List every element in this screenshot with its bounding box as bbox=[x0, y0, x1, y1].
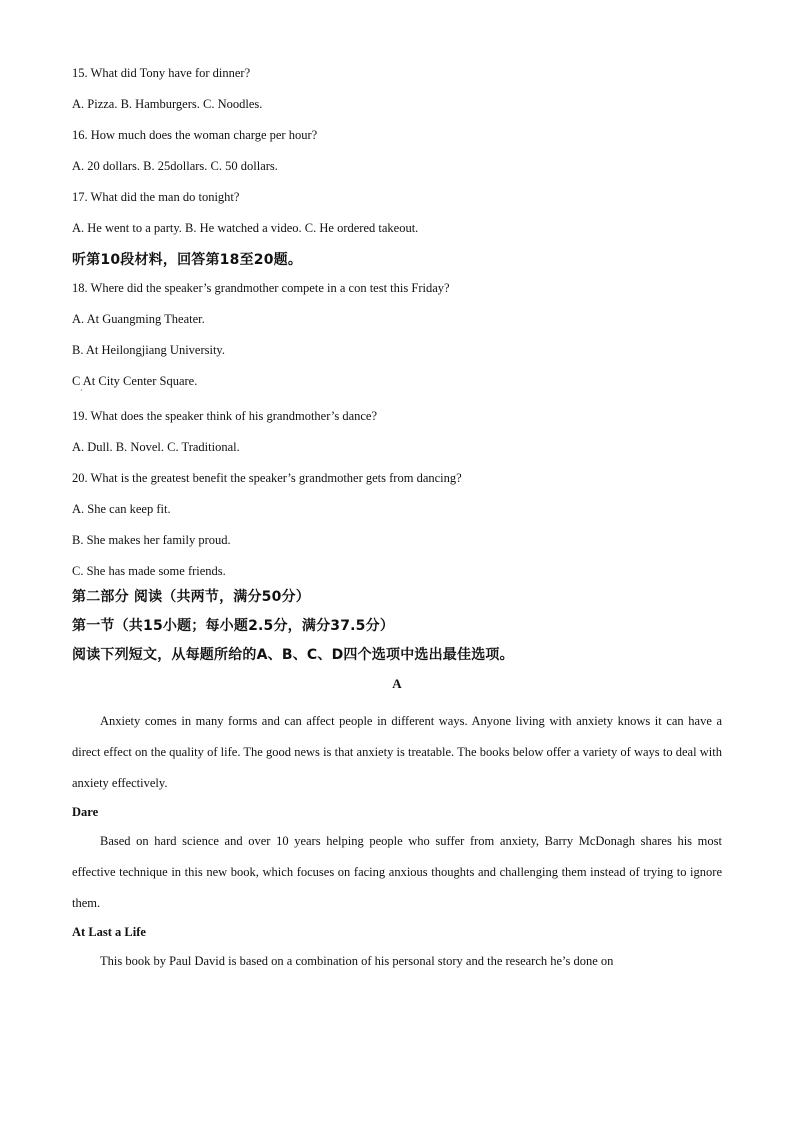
question-19: 19. What does the speaker think of his grandmother’s dance? bbox=[72, 409, 378, 423]
passage-paragraph-3: This book by Paul David is based on a combination of his personal story and the research he’s done on bbox=[100, 954, 614, 968]
question-18: 18. Where did the speaker’s grandmother compete in a con test this Friday? bbox=[72, 281, 450, 295]
passage-paragraph-2: Based on hard science and over 10 years helping people who suffer from anxiety, Barry McDonagh shares his most effective technique in this new book, which focuses on facing anxious thoughts and challenging them instead of trying to ignore them. bbox=[72, 834, 722, 910]
question-15-options: A. Pizza. B. Hamburgers. C. Noodles. bbox=[72, 97, 263, 111]
stray-dot: · bbox=[80, 386, 83, 395]
question-15: 15. What did Tony have for dinner? bbox=[72, 66, 251, 80]
section-10-heading: 听第10段材料，回答第18至20题。 bbox=[72, 252, 303, 268]
question-17-options: A. He went to a party. B. He watched a video. C. He ordered takeout. bbox=[72, 221, 419, 235]
question-17: 17. What did the man do tonight? bbox=[72, 190, 240, 204]
question-16: 16. How much does the woman charge per hour? bbox=[72, 128, 318, 142]
reading-instruction: 阅读下列短文，从每题所给的A、B、C、D四个选项中选出最佳选项。 bbox=[72, 647, 514, 663]
question-18-option-a: A. At Guangming Theater. bbox=[72, 312, 205, 326]
passage-label: A bbox=[392, 676, 402, 691]
section-1-heading: 第一节（共15小题；每小题2.5分，满分37.5分） bbox=[72, 618, 395, 634]
question-20-option-b: B. She makes her family proud. bbox=[72, 533, 231, 547]
question-20-option-a: A. She can keep fit. bbox=[72, 502, 171, 516]
part-2-heading: 第二部分 阅读（共两节，满分50分） bbox=[72, 589, 310, 605]
book-title-dare: Dare bbox=[72, 805, 99, 819]
question-20: 20. What is the greatest benefit the speaker’s grandmother gets from dancing? bbox=[72, 471, 462, 485]
document-page bbox=[72, 66, 722, 977]
question-18-option-c: C At City Center Square. bbox=[72, 374, 198, 388]
question-18-option-b: B. At Heilongjiang University. bbox=[72, 343, 225, 357]
question-16-options: A. 20 dollars. B. 25dollars. C. 50 dollars. bbox=[72, 159, 278, 173]
book-title-at-last-a-life: At Last a Life bbox=[72, 925, 146, 939]
passage-paragraph-1: Anxiety comes in many forms and can affect people in different ways. Anyone living with anxiety knows it can have a direct effect on the quality of life. The good news is that anxiety is treatable. The books below offer a variety of ways to deal with anxiety effectively. bbox=[72, 714, 722, 790]
question-20-option-c: C. She has made some friends. bbox=[72, 564, 226, 578]
question-19-options: A. Dull. B. Novel. C. Traditional. bbox=[72, 440, 240, 454]
